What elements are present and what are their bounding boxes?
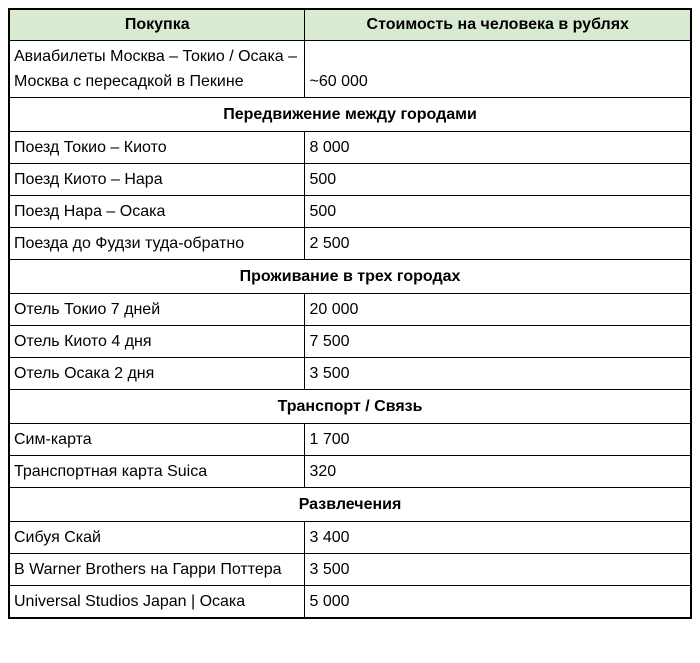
table-row: [9, 456, 691, 488]
purchase-label: Поезд Киото – Нара: [9, 164, 305, 196]
travel-costs-table: [8, 8, 692, 619]
cost-value: 20 000: [305, 294, 691, 326]
cost-value: 7 500: [305, 326, 691, 358]
section-title: Развлечения: [9, 488, 691, 522]
section-title: Проживание в трех городах: [9, 260, 691, 294]
table-body: [9, 41, 691, 619]
cost-value: 500: [305, 196, 691, 228]
purchase-label: Сибуя Скай: [9, 522, 305, 554]
purchase-label: Транспортная карта Suica: [9, 456, 305, 488]
table-row: [9, 294, 691, 326]
section-row: [9, 260, 691, 294]
purchase-label: Сим-карта: [9, 424, 305, 456]
table-row: [9, 326, 691, 358]
table-row: [9, 586, 691, 619]
purchase-label: Отель Киото 4 дня: [9, 326, 305, 358]
table-row: [9, 228, 691, 260]
purchase-label: Авиабилеты Москва – Токио / Осака – Москва с пересадкой в Пекине: [9, 41, 305, 98]
table-row: [9, 196, 691, 228]
purchase-label: Отель Осака 2 дня: [9, 358, 305, 390]
purchase-label: В Warner Brothers на Гарри Поттера: [9, 554, 305, 586]
header-cell-purchase: Покупка: [9, 9, 305, 41]
purchase-label: Поезда до Фудзи туда-обратно: [9, 228, 305, 260]
header-cell-cost: Стоимость на человека в рублях: [305, 9, 691, 41]
table-row: [9, 358, 691, 390]
cost-value: 8 000: [305, 132, 691, 164]
table-row: [9, 424, 691, 456]
table-row: [9, 164, 691, 196]
section-title: Передвижение между городами: [9, 98, 691, 132]
table-header-row: [9, 9, 691, 41]
table-row: [9, 522, 691, 554]
table-row: [9, 554, 691, 586]
section-title: Транспорт / Связь: [9, 390, 691, 424]
cost-value: ~60 000: [305, 41, 691, 98]
section-row: [9, 98, 691, 132]
cost-value: 3 500: [305, 358, 691, 390]
cost-value: 320: [305, 456, 691, 488]
cost-value: 500: [305, 164, 691, 196]
cost-value: 3 500: [305, 554, 691, 586]
table-row: [9, 41, 691, 98]
cost-value: 2 500: [305, 228, 691, 260]
purchase-label: Поезд Нара – Осака: [9, 196, 305, 228]
section-row: [9, 488, 691, 522]
purchase-label: Universal Studios Japan | Осака: [9, 586, 305, 619]
cost-value: 3 400: [305, 522, 691, 554]
purchase-label: Отель Токио 7 дней: [9, 294, 305, 326]
cost-value: 1 700: [305, 424, 691, 456]
table-row: [9, 132, 691, 164]
section-row: [9, 390, 691, 424]
purchase-label: Поезд Токио – Киото: [9, 132, 305, 164]
cost-value: 5 000: [305, 586, 691, 619]
